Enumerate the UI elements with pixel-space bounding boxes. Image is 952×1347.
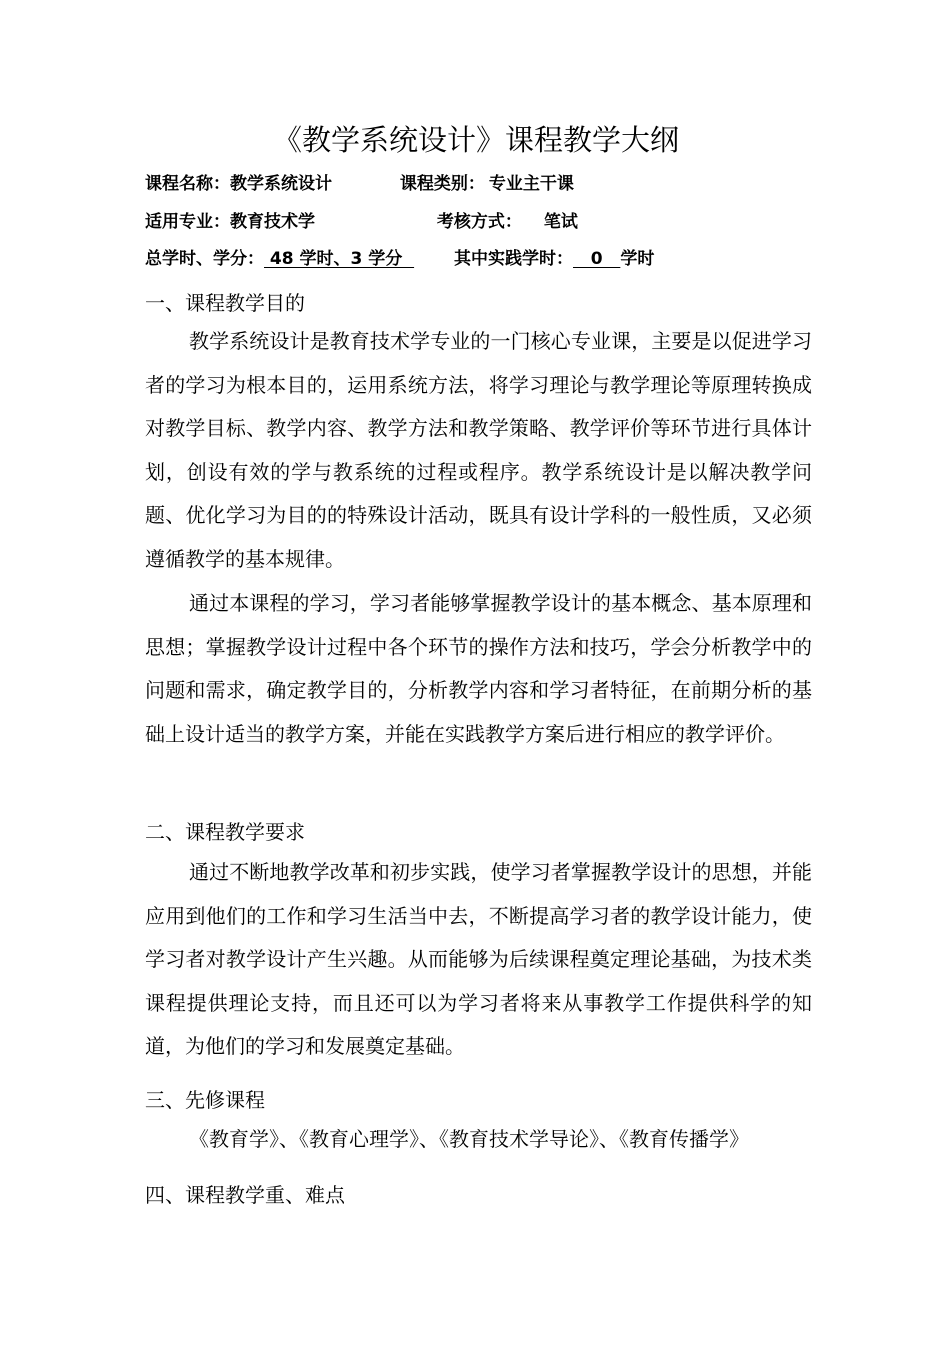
section-heading-key-points: 四、课程教学重、难点: [145, 1183, 345, 1207]
hours-label: 总学时、学分：: [145, 249, 264, 269]
section-heading-requirements: 二、课程教学要求: [145, 820, 305, 844]
practice-unit: 学时: [620, 249, 655, 269]
info-row-major: [145, 209, 578, 235]
info-row-course: [145, 171, 574, 197]
section-heading-prerequisites: 三、先修课程: [145, 1088, 265, 1112]
course-type-value: 专业主干课: [488, 174, 574, 194]
course-type-label: 课程类别：: [399, 174, 485, 194]
major-value: 教育技术学: [230, 212, 315, 232]
prerequisites-paragraph: 《教育学》、《教育心理学》、《教育技术学导论》、《教育传播学》: [189, 1127, 749, 1151]
exam-label: 考核方式：: [436, 212, 522, 232]
exam-value: 笔试: [543, 212, 578, 232]
course-name-value: 教学系统设计: [230, 174, 332, 194]
section-heading-purpose: 一、课程教学目的: [145, 291, 305, 315]
purpose-paragraph-1: 教学系统设计是教育技术学专业的一门核心专业课，主要是以促进学习者的学习为根本目的，运用系统方法，将学习理论与教学理论等原理转换成对教学目标、教学内容、教学方法和教学策略、教学评价等环节进行具体计划，创设有效的学与教系统的过程或程序。教学系统设计是以解决教学问题、优化学习为目的的特殊设计活动，既具有设计学科的一般性质，又必须遵循教学的基本规律。: [145, 329, 812, 571]
hours-value: 48 学时、3 学分: [264, 249, 415, 269]
info-row-hours: [145, 246, 654, 272]
purpose-paragraph-2: 通过本课程的学习，学习者能够掌握教学设计的基本概念、基本原理和思想；掌握教学设计过程中各个环节的操作方法和技巧，学会分析教学中的问题和需求，确定教学目的，分析教学内容和学习者特征，在前期分析的基础上设计适当的教学方案，并能在实践教学方案后进行相应的教学评价。: [145, 591, 812, 746]
document-title: 《教学系统设计》课程教学大纲: [272, 123, 679, 157]
course-name-label: 课程名称：: [145, 174, 230, 194]
practice-label: 其中实践学时：: [454, 249, 573, 269]
major-label: 适用专业：: [145, 212, 230, 232]
requirements-paragraph: 通过不断地教学改革和初步实践，使学习者掌握教学设计的思想，并能应用到他们的工作和学习生活当中去，不断提高学习者的教学设计能力，使学习者对教学设计产生兴趣。从而能够为后续课程奠定理论基础，为技术类课程提供理论支持，而且还可以为学习者将来从事教学工作提供科学的知道，为他们的学习和发展奠定基础。: [145, 860, 812, 1058]
practice-value: 0: [573, 249, 621, 269]
